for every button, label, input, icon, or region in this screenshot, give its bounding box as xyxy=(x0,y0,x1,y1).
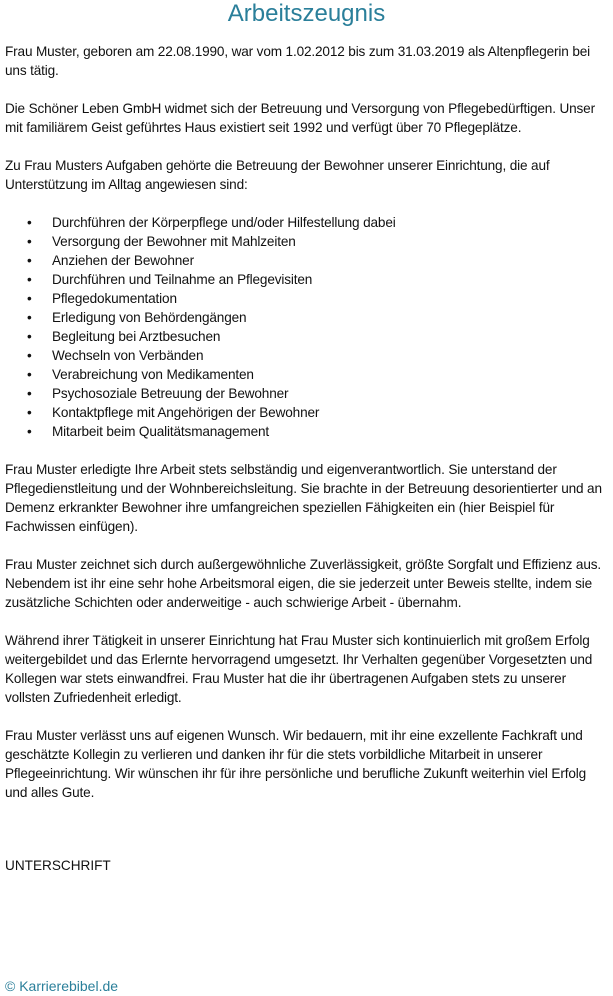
task-text: Anziehen der Bewohner xyxy=(52,253,194,268)
bullet-icon: • xyxy=(27,291,32,306)
list-item xyxy=(5,403,609,422)
tasks-intro-paragraph: Zu Frau Musters Aufgaben gehörte die Betreuung der Bewohner unserer Einrichtung, die auf Unterstützung im Alltag angewiesen sind: xyxy=(5,158,550,192)
document-title: Arbeitszeugnis xyxy=(227,0,386,27)
list-item xyxy=(5,327,609,346)
document-body xyxy=(5,42,609,821)
bullet-icon: • xyxy=(27,329,32,344)
list-item xyxy=(5,213,609,232)
reliability-paragraph: Frau Muster zeichnet sich durch außergewöhnliche Zuverlässigkeit, größte Sorgfalt und Effizienz aus. Nebendem ist ihr eine sehr hohe Arbeitsmoral eigen, die sie jederzeit unter Beweis stellte, indem sie zusätzliche Schichten oder anderweitige - auch schwierige Arbeit - übernahm. xyxy=(5,557,602,610)
bullet-icon: • xyxy=(27,310,32,325)
bullet-icon: • xyxy=(27,253,32,268)
task-text: Durchführen und Teilnahme an Pflegevisiten xyxy=(52,272,313,287)
task-text: Psychosoziale Betreuung der Bewohner xyxy=(52,386,289,401)
list-item xyxy=(5,365,609,384)
task-text: Durchführen der Körperpflege und/oder Hilfestellung dabei xyxy=(52,215,396,230)
signature-label: UNTERSCHRIFT xyxy=(5,858,111,873)
task-text: Pflegedokumentation xyxy=(52,291,177,306)
list-item xyxy=(5,232,609,251)
list-item xyxy=(5,251,609,270)
bullet-icon: • xyxy=(27,367,32,382)
bullet-icon: • xyxy=(27,348,32,363)
task-text: Mitarbeit beim Qualitätsmanagement xyxy=(52,424,270,439)
copyright-link[interactable]: © Karrierebibel.de xyxy=(5,978,119,994)
task-text: Verabreichung von Medikamenten xyxy=(52,367,254,382)
closing-paragraph: Frau Muster verlässt uns auf eigenen Wunsch. Wir bedauern, mit ihr eine exzellente Fachkraft und geschätzte Kollegin zu verlieren und danken ihr für die stets vorbildliche Mitarbeit in unserer Pflegeeinrichtung. Wir wünschen ihr für ihre persönliche und berufliche Zukunft weiterhin viel Erfolg und alles Gute. xyxy=(5,728,587,800)
task-text: Begleitung bei Arztbesuchen xyxy=(52,329,221,344)
bullet-icon: • xyxy=(27,424,32,439)
list-item xyxy=(5,346,609,365)
intro-paragraph: Frau Muster, geboren am 22.08.1990, war vom 1.02.2012 bis zum 31.03.2019 als Altenpflegerin bei uns tätig. xyxy=(5,44,591,78)
task-text: Wechseln von Verbänden xyxy=(52,348,204,363)
bullet-icon: • xyxy=(27,272,32,287)
bullet-icon: • xyxy=(27,215,32,230)
tasks-list xyxy=(5,213,609,441)
company-paragraph: Die Schöner Leben GmbH widmet sich der Betreuung und Versorgung von Pflegebedürftigen. Unser mit familiärem Geist geführtes Haus existiert seit 1992 und verfügt über 70 Pflegeplätze. xyxy=(5,101,595,135)
bullet-icon: • xyxy=(27,234,32,249)
list-item xyxy=(5,384,609,403)
work-paragraph: Frau Muster erledigte Ihre Arbeit stets selbständig und eigenverantwortlich. Sie unterstand der Pflegedienstleitung und der Wohnbereichsleitung. Sie brachte in der Betreuung desorientierter und an Demenz erkrankter Bewohner ihre umfangreichen speziellen Fähigkeiten ein (hier Beispiel für Fachwissen einfügen). xyxy=(5,462,602,534)
list-item xyxy=(5,422,609,441)
task-text: Erledigung von Behördengängen xyxy=(52,310,247,325)
task-text: Versorgung der Bewohner mit Mahlzeiten xyxy=(52,234,296,249)
bullet-icon: • xyxy=(27,405,32,420)
list-item xyxy=(5,289,609,308)
list-item xyxy=(5,308,609,327)
development-paragraph: Während ihrer Tätigkeit in unserer Einrichtung hat Frau Muster sich kontinuierlich mit großem Erfolg weitergebildet und das Erlernte hervorragend umgesetzt. Ihr Verhalten gegenüber Vorgesetzten und Kollegen war stets einwandfrei. Frau Muster hat die ihr übertragenen Aufgaben stets zu unserer vollsten Zufriedenheit erledigt. xyxy=(5,633,593,705)
task-text: Kontaktpflege mit Angehörigen der Bewohner xyxy=(52,405,320,420)
list-item xyxy=(5,270,609,289)
bullet-icon: • xyxy=(27,386,32,401)
